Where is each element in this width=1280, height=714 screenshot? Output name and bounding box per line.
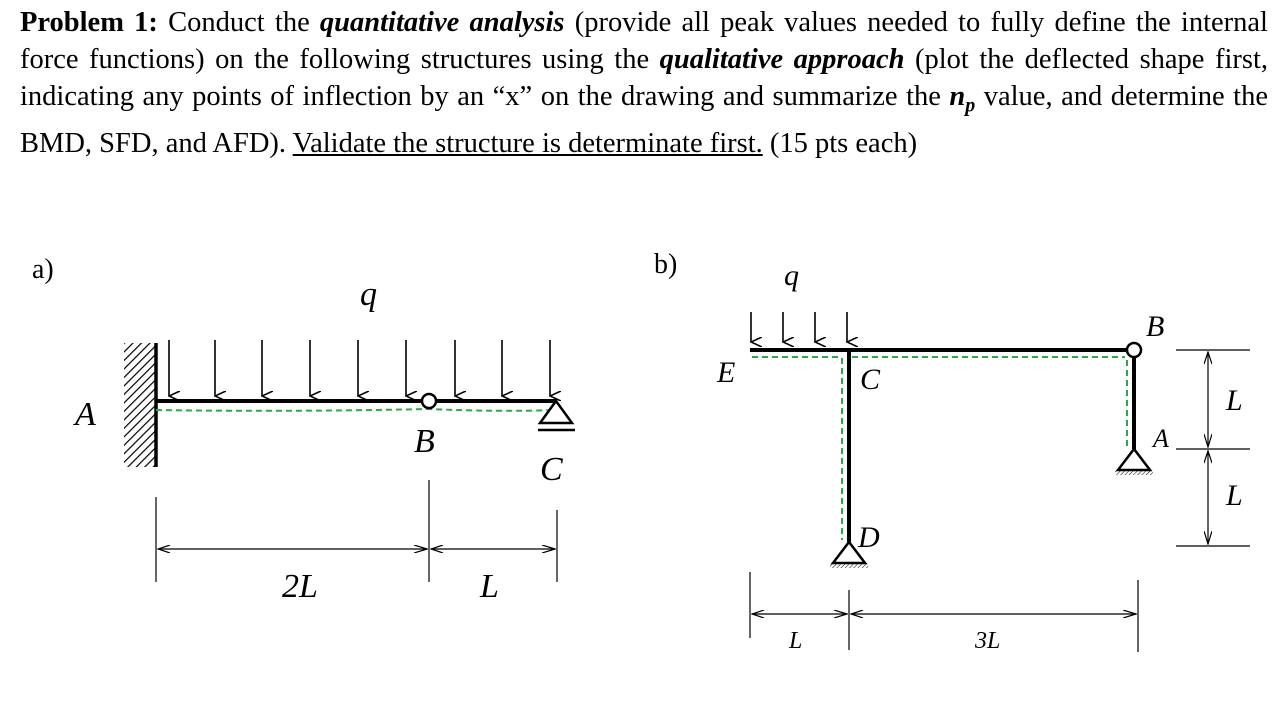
distributed-load-b xyxy=(751,312,847,342)
problem-text-3: (plot the deflected shape first, indicating any points of inflection by an “x” on the drawing and summarize the xyxy=(20,44,1268,112)
emphasis-quantitative: quantitative analysis xyxy=(319,7,565,38)
label-b-b: B xyxy=(1146,310,1165,343)
pin-support-c-a xyxy=(540,401,572,423)
np-symbol: $n_p$ xyxy=(949,81,976,117)
dim-label-l-bottom: L xyxy=(789,628,803,654)
dim-label-3l: 3L xyxy=(975,628,1001,654)
hinge-b-a xyxy=(422,394,436,408)
diagram-a xyxy=(32,254,575,605)
dim-label-l-right-bottom: L xyxy=(1226,479,1243,512)
label-b-a: B xyxy=(414,423,435,460)
problem-text-4: value, and determine the BMD, SFD, and AFD). xyxy=(20,81,1268,159)
validate-note: Validate the structure is determinate first. xyxy=(292,127,763,159)
label-a-b: A xyxy=(1153,424,1169,453)
dim-label-l-right-top: L xyxy=(1226,384,1243,417)
part-label-b: b) xyxy=(654,249,678,280)
hinge-b-b xyxy=(1127,343,1141,357)
load-label-q-b: q xyxy=(784,259,799,292)
ground-hatch-a xyxy=(1115,470,1153,475)
diagram-b xyxy=(654,249,1250,654)
dim-label-2l: 2L xyxy=(282,568,318,605)
fixed-support-a xyxy=(124,343,156,467)
distributed-load-a xyxy=(169,340,550,396)
problem-text-1: Conduct the xyxy=(157,7,320,38)
deflected-shape-a xyxy=(156,409,556,411)
label-d-b: D xyxy=(858,521,880,554)
load-label-q-a: q xyxy=(360,276,377,313)
label-c-b: C xyxy=(860,363,881,396)
label-a-a: A xyxy=(75,396,96,433)
emphasis-qualitative: qualitative approach xyxy=(659,44,905,75)
pin-support-a-b xyxy=(1118,449,1150,470)
problem-text-2: (provide all peak values needed to fully define the internal force functions) on the following structures using the xyxy=(20,7,1268,75)
ground-hatch-d xyxy=(830,563,868,568)
problem-text-5: (15 pts each) xyxy=(762,127,918,159)
label-e-b: E xyxy=(717,356,736,389)
problem-heading: Problem 1: xyxy=(20,7,158,38)
dim-label-l: L xyxy=(480,568,499,605)
part-label-a: a) xyxy=(32,254,54,285)
label-c-a: C xyxy=(540,451,563,488)
